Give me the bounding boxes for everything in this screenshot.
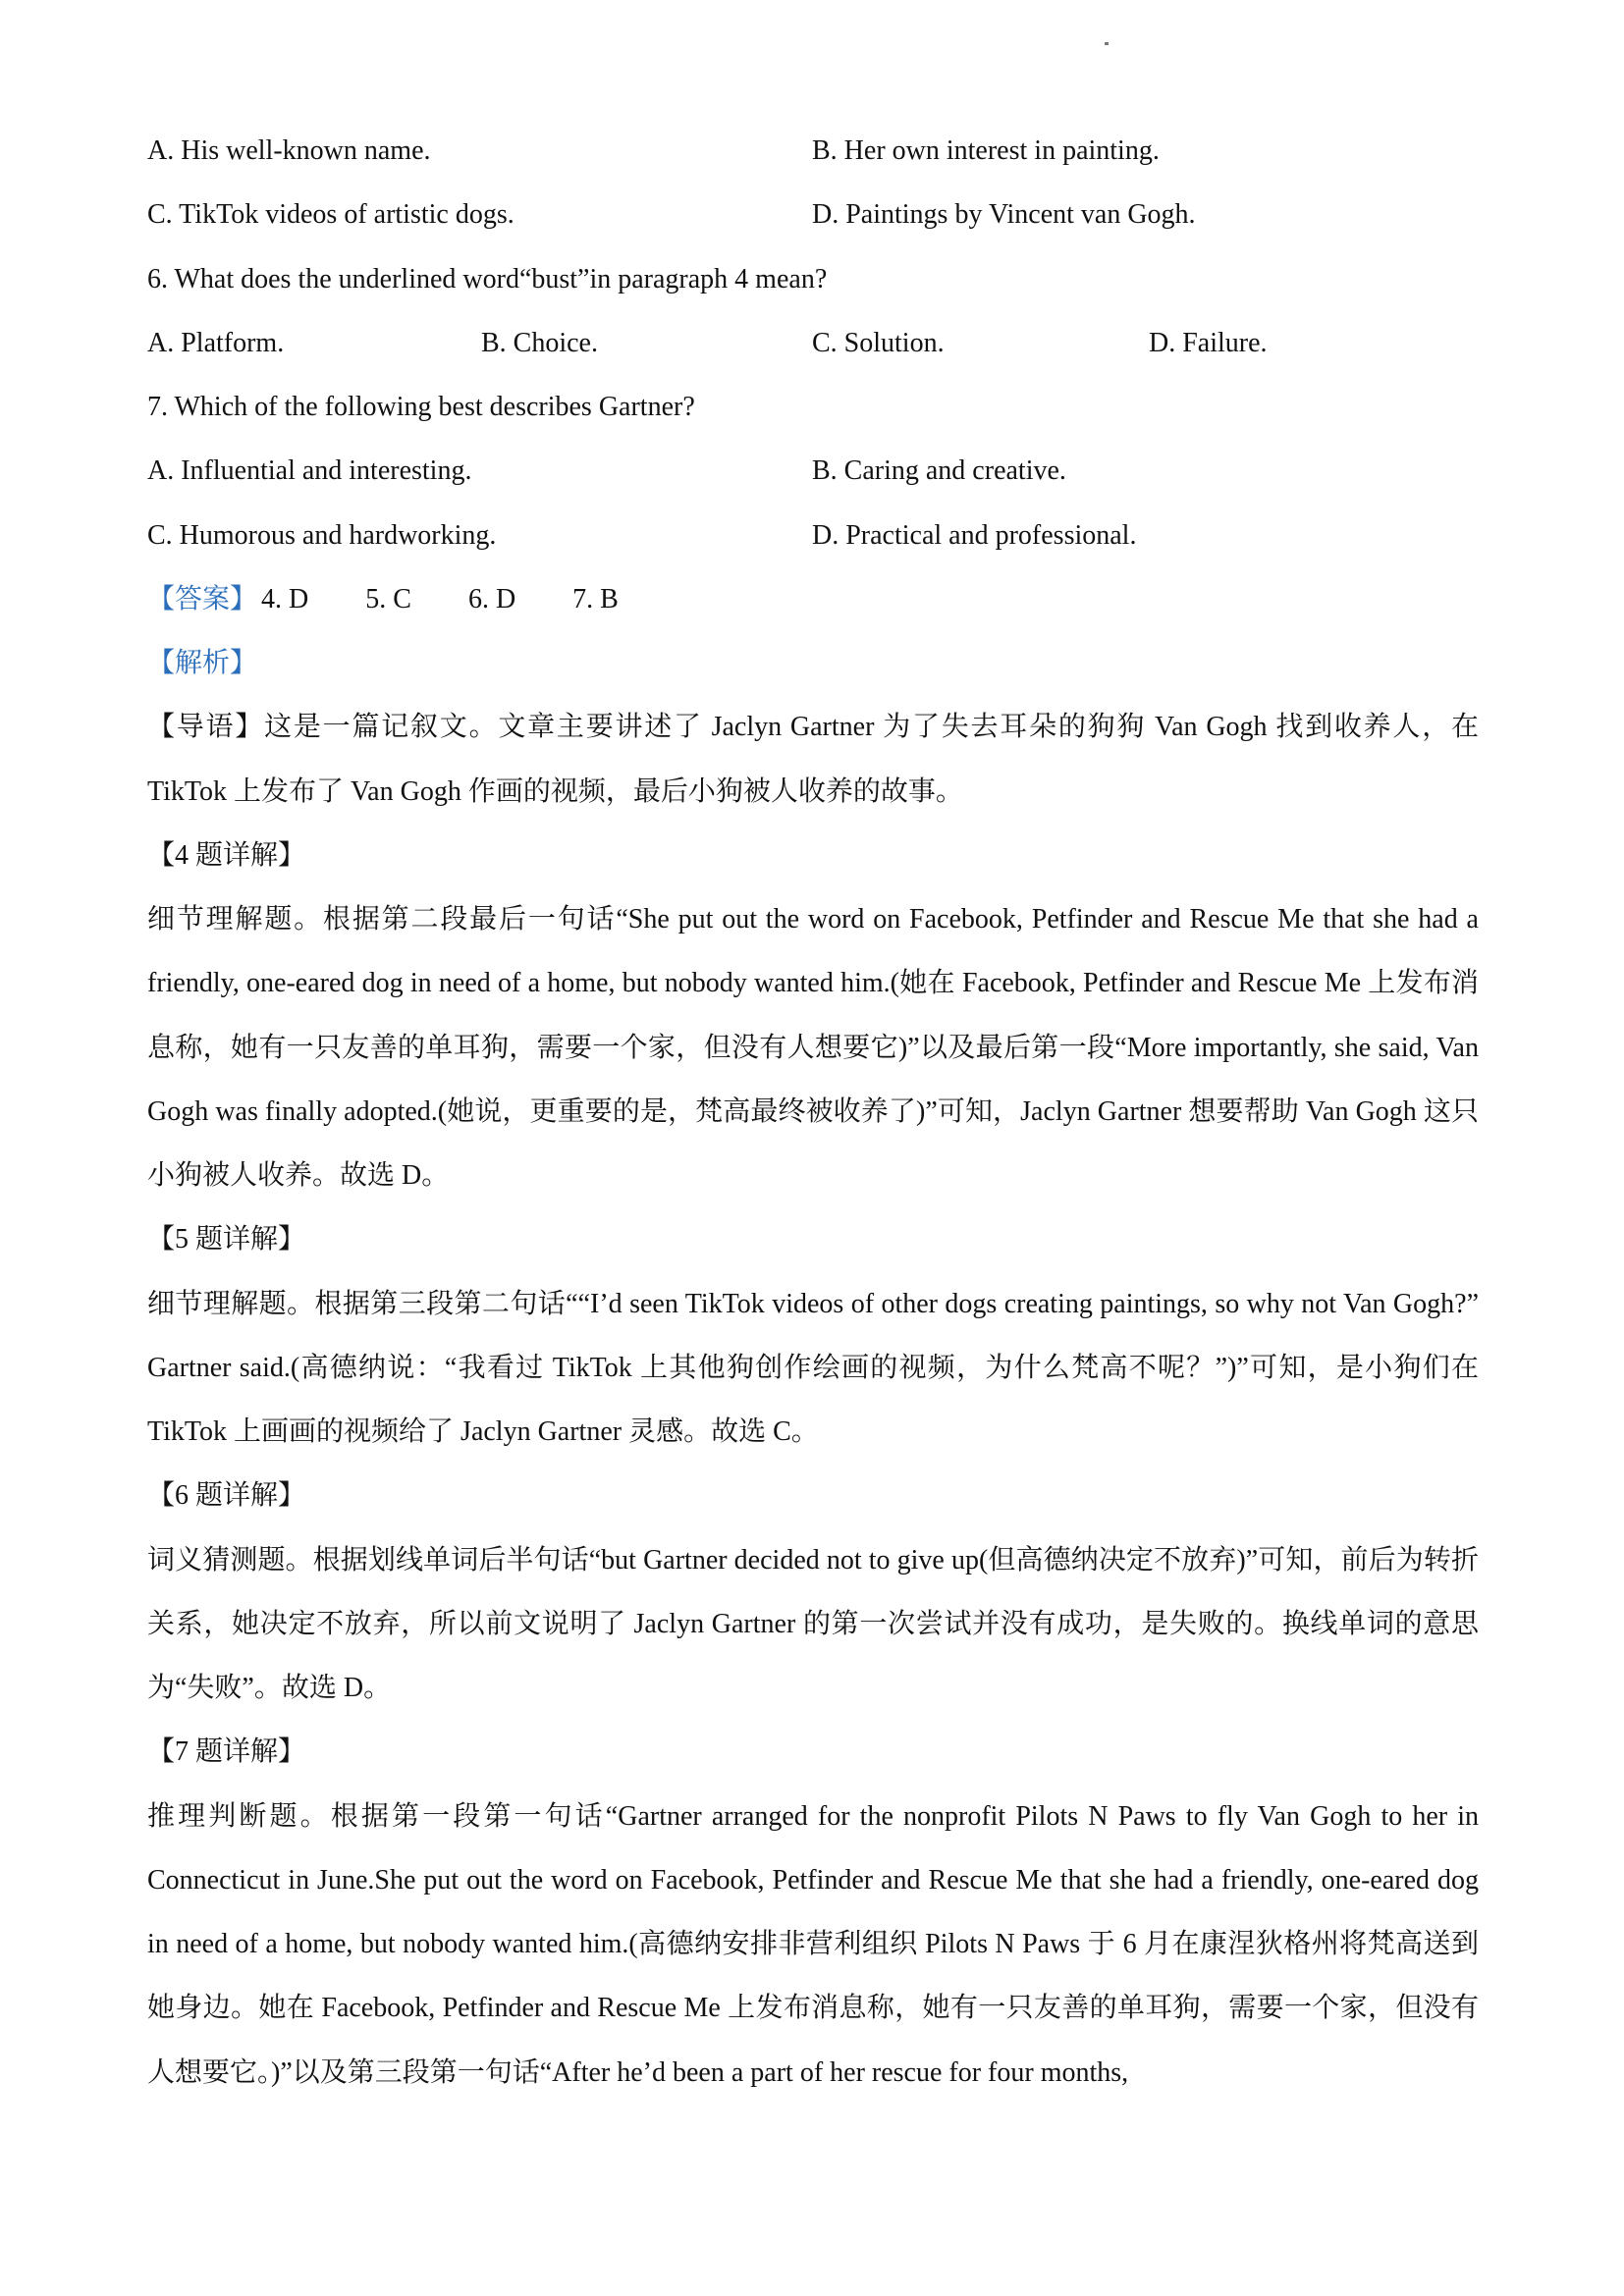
section-body-q4: 细节理解题。根据第二段最后一句话“She put out the word on Facebook, Petfinder and Rescue Me that she had a friendly, one-eared dog in need of a home, but nobody wanted him.(她在 Facebook, Petfinder and Rescue Me 上发布消息称，她有一只友善的单耳狗，需要一个家，但没有人想要它)”以及最后第一段“More importantly, she said, Van Gogh was finally adopted.(她说，更重要的是，梵高最终被收养了)”可知，Jaclyn Gartner 想要帮助 Van Gogh 这只小狗被人收养。故选 D。 xyxy=(147,904,1479,1191)
analysis-label: 【解析】 xyxy=(147,648,258,678)
answer-item: 4. D xyxy=(261,583,309,614)
section-heading-q5: 【5 题详解】 xyxy=(147,1224,306,1255)
answer-item: 6. D xyxy=(467,583,516,614)
q6-options-row xyxy=(147,311,1483,375)
section-heading-q4: 【4 题详解】 xyxy=(147,839,306,871)
section-body-q6: 词义猜测题。根据划线单词后半句话“but Gartner decided not to give up(但高德纳决定不放弃)”可知，前后为转折关系，她决定不放弃，所以前文说明了 Jaclyn Gartner 的第一次尝试并没有成功，是失败的。换线单词的意思为“失败”。故选 D。 xyxy=(147,1544,1479,1703)
q6-stem: 6. What does the underlined word“bust”in paragraph 4 mean? xyxy=(147,263,828,294)
q6-option-c: C. Solution. xyxy=(812,327,945,358)
q5-options-row-2 xyxy=(147,183,1483,246)
answer-row xyxy=(147,567,1483,631)
q7-option-c: C. Humorous and hardworking. xyxy=(147,519,497,551)
q5-option-c: C. TikTok videos of artistic dogs. xyxy=(147,199,514,231)
section-body-q5: 细节理解题。根据第三段第二句话““I’d seen TikTok videos of other dogs creating paintings, so why not Van Gogh?” Gartner said.(高德纳说：“我看过 TikTok 上其他狗创作绘画的视频，为什么梵高不呢？”)”可知，是小狗们在 TikTok 上画画的视频给了 Jaclyn Gartner 灵感。故选 C。 xyxy=(147,1288,1479,1447)
q6-option-d: D. Failure. xyxy=(1149,327,1268,358)
q5-options-row-1 xyxy=(147,119,1483,183)
analysis-intro: 【导语】这是一篇记叙文。文章主要讲述了 Jaclyn Gartner 为了失去耳朵的狗狗 Van Gogh 找到收养人，在 TikTok 上发布了 Van Gogh 作画的视频，最后小狗被人收养的故事。 xyxy=(147,712,1479,807)
q7-option-b: B. Caring and creative. xyxy=(812,455,1066,487)
q7-option-d: D. Practical and professional. xyxy=(812,519,1137,551)
q6-option-b: B. Choice. xyxy=(481,327,598,358)
section-body-q7: 推理判断题。根据第一段第一句话“Gartner arranged for the nonprofit Pilots N Paws to fly Van Gogh to her in Connecticut in June.She put out the word on Facebook, Petfinder and Rescue Me that she had a friendly, one-eared dog in need of a home, but nobody wanted him.(高德纳安排非营利组织 Pilots N Paws 于 6 月在康涅狄格州将梵高送到她身边。她在 Facebook, Petfinder and Rescue Me 上发布消息称，她有一只友善的单耳狗，需要一个家，但没有人想要它。)”以及第三段第一句话“After he’d been a part of her rescue for four months, xyxy=(147,1800,1479,2088)
scan-speck xyxy=(1105,42,1109,45)
q7-options-row-1 xyxy=(147,439,1483,503)
q7-options-row-2 xyxy=(147,504,1483,567)
answer-item: 5. C xyxy=(365,583,411,614)
q5-option-b: B. Her own interest in painting. xyxy=(812,135,1160,166)
q7-option-a: A. Influential and interesting. xyxy=(147,455,472,487)
q5-option-d: D. Paintings by Vincent van Gogh. xyxy=(812,199,1196,231)
section-heading-q6: 【6 题详解】 xyxy=(147,1480,306,1512)
q6-option-a: A. Platform. xyxy=(147,327,285,358)
document-body xyxy=(147,119,1483,2105)
answer-label: 【答案】 xyxy=(147,583,258,614)
q7-stem: 7. Which of the following best describes Gartner? xyxy=(147,392,695,422)
answer-item: 7. B xyxy=(572,583,619,614)
q5-option-a: A. His well-known name. xyxy=(147,135,431,166)
section-heading-q7: 【7 题详解】 xyxy=(147,1736,306,1768)
